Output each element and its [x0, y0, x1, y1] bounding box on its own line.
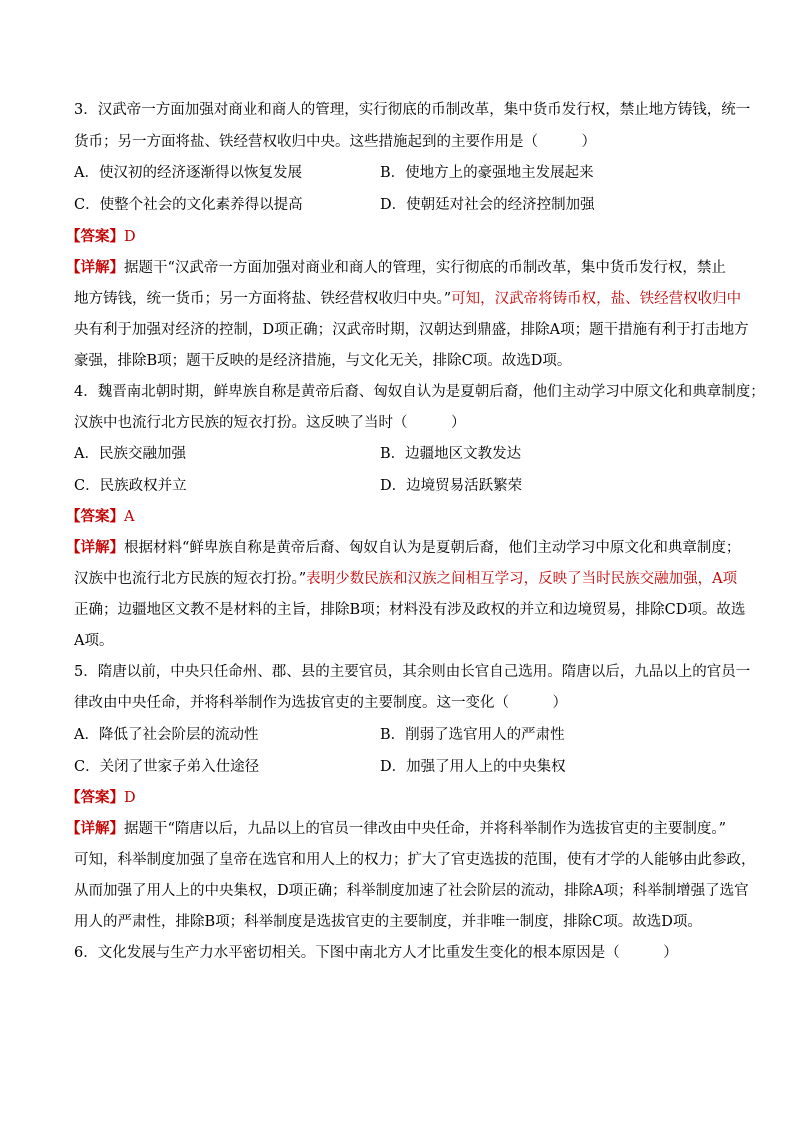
q3-option-c: C．使整个社会的文化素养得以提高	[74, 197, 303, 213]
q4-detail-line-3: 正确；边疆地区文教不是材料的主旨，排除B项；材料没有涉及政权的并立和边境贸易，排除CD项。故选	[74, 602, 746, 618]
q3-answer	[66, 227, 136, 247]
q3-option-d: D．使朝廷对社会的经济控制加强	[380, 197, 595, 213]
q5-option-d: D．加强了用人上的中央集权	[380, 759, 566, 775]
q4-stem-line-2: 汉族中也流行北方民族的短衣打扮。这反映了当时（ ）	[74, 415, 466, 431]
q4-option-c: C．民族政权并立	[74, 478, 187, 494]
q5-detail-line-4: 用人的严肃性，排除B项；科举制度是选拔官吏的主要制度，并非唯一制度，排除C项。故选D项。	[74, 914, 702, 930]
q4-option-a: A．民族交融加强	[74, 446, 186, 462]
q5-detail-line-2: 可知，科举制度加强了皇帝在选官和用人上的权力；扩大了官吏选拔的范围，使有才学的人能够由此参政，	[74, 852, 756, 868]
q4-detail-line-4: A项。	[74, 633, 114, 649]
q3-stem-line-1: 3．汉武帝一方面加强对商业和商人的管理，实行彻底的币制改革，集中货币发行权，禁止地方铸钱，统一	[74, 102, 751, 118]
q5-option-a: A．降低了社会阶层的流动性	[74, 727, 259, 743]
q3-stem-line-2: 货币；另一方面将盐、铁经营权收归中央。这些措施起到的主要作用是（ ）	[74, 134, 596, 150]
q3-option-a: A．使汉初的经济逐渐得以恢复发展	[74, 165, 302, 181]
q5-answer-tag: 【答案】	[66, 789, 124, 806]
q4-detail-tag: 【详解】	[66, 539, 124, 556]
q5-option-b: B．削弱了选官用人的严肃性	[380, 727, 565, 743]
q5-detail-line-3: 从而加强了用人上的中央集权，D项正确；科举制度加速了社会阶层的流动，排除A项；科举制增强了选官	[74, 883, 749, 899]
q5-stem-line-1: 5．隋唐以前，中央只任命州、郡、县的主要官员，其余则由长官自己选用。隋唐以后，九品以上的官员一	[74, 664, 751, 680]
q5-detail-tag: 【详解】	[66, 820, 124, 837]
q3-detail-line-4: 豪强，排除B项；题干反映的是经济措施，与文化无关，排除C项。故选D项。	[74, 353, 572, 369]
q4-option-b: B．边疆地区文教发达	[380, 446, 522, 462]
q4-detail-line-2: 汉族中也流行北方民族的短衣打扮。”表明少数民族和汉族之间相互学习，反映了当时民族交融加强，A项	[74, 571, 738, 587]
q3-detail-tag: 【详解】	[66, 259, 124, 276]
q4-answer-tag: 【答案】	[66, 508, 124, 525]
q4-stem-line-1: 4．魏晋南北朝时期，鲜卑族自称是黄帝后裔、匈奴自认为是夏朝后裔，他们主动学习中原文化和典章制度；	[74, 384, 765, 400]
q5-detail-line-1: 【详解】据题干“隋唐以后，九品以上的官员一律改由中央任命，并将科举制作为选拔官吏的主要制度。”	[66, 820, 727, 837]
q3-detail-line-1: 【详解】据题干“汉武帝一方面加强对商业和商人的管理，实行彻底的币制改革，集中货币发行权，禁止	[66, 259, 726, 276]
q4-answer	[66, 507, 134, 527]
q6-stem-line-1: 6．文化发展与生产力水平密切相关。下图中南北方人才比重发生变化的根本原因是（ ）	[74, 945, 678, 961]
q5-stem-line-2: 律改由中央任命，并将科举制作为选拔官吏的主要制度。这一变化（ ）	[74, 695, 567, 711]
q4-answer-value: A	[124, 509, 135, 525]
q3-option-b: B．使地方上的豪强地主发展起来	[380, 165, 594, 181]
q5-option-c: C．关闭了世家子弟入仕途径	[74, 759, 260, 775]
q5-answer-value: D	[124, 790, 136, 806]
q3-detail-line-2: 地方铸钱，统一货币；另一方面将盐、铁经营权收归中央。”可知，汉武帝将铸币权，盐、铁经营权收归中	[74, 291, 742, 307]
q3-answer-tag: 【答案】	[66, 228, 124, 245]
q4-option-d: D．边境贸易活跃繁荣	[380, 478, 523, 494]
q5-answer	[66, 788, 136, 808]
q3-answer-value: D	[124, 229, 136, 245]
q4-detail-line-1: 【详解】根据材料“鲜卑族自称是黄帝后裔、匈奴自认为是夏朝后裔，他们主动学习中原文化和典章制度；	[66, 539, 741, 556]
q3-detail-line-3: 央有利于加强对经济的控制，D项正确；汉武帝时期，汉朝达到鼎盛，排除A项；题干措施有利于打击地方	[74, 322, 749, 338]
